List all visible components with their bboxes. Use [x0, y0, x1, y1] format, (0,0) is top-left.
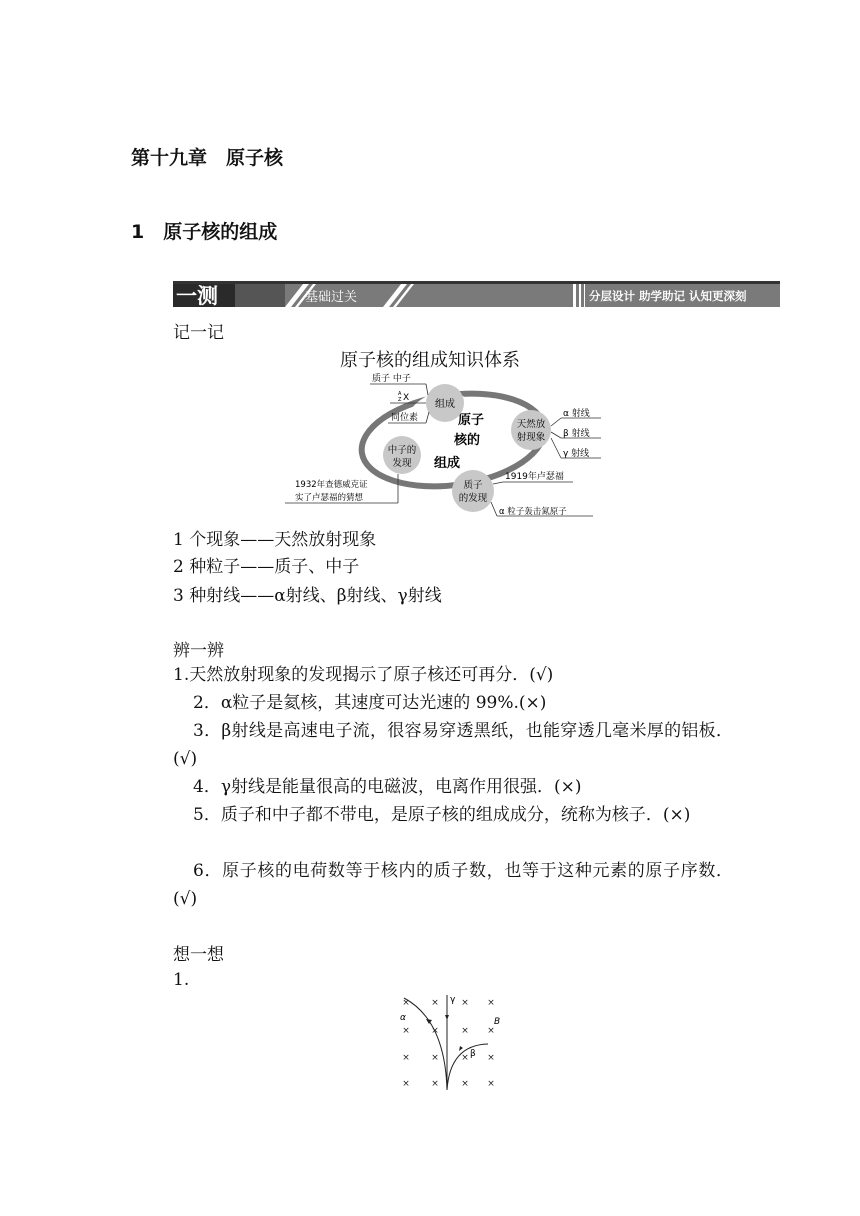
- field-mark: ×: [431, 1026, 439, 1036]
- banner-subtitle: 基础过关: [305, 290, 358, 305]
- field-mark: ×: [461, 1053, 469, 1063]
- field-mark: ×: [461, 1026, 469, 1036]
- center-node-line2: 核的: [453, 433, 481, 448]
- proton-discovery-node-line1: 质子: [463, 480, 483, 491]
- field-mark: ×: [461, 1079, 469, 1089]
- neutron-item-line2: 实了卢瑟福的猜想: [295, 493, 364, 503]
- banner-tag: 一测: [176, 284, 218, 307]
- remember-heading: 记一记: [173, 323, 224, 343]
- judge-item: 2．α粒子是氦核，其速度可达光速的 99%.(×): [193, 693, 547, 713]
- summary-line-rays: 3 种射线——α射线、β射线、γ射线: [173, 586, 442, 606]
- summary-line-phenomenon: 1 个现象——天然放射现象: [173, 530, 377, 550]
- magnetic-field-figure: [395, 990, 510, 1090]
- field-mark: ×: [402, 1053, 410, 1063]
- proton-item-experiment: α 粒子轰击氮原子: [499, 507, 567, 517]
- judge-heading: 辨一辨: [173, 641, 224, 661]
- composition-item-particles: 质子 中子: [372, 374, 411, 384]
- field-mark: ×: [402, 1079, 410, 1089]
- banner-slogan: 分层设计 助学助记 认知更深刻: [589, 289, 747, 303]
- neutron-discovery-node-line1: 中子的: [387, 445, 417, 456]
- composition-item-nuclide: X: [403, 393, 410, 403]
- gamma-label: γ: [450, 995, 456, 1005]
- field-mark: ×: [487, 1079, 495, 1089]
- think-heading: 想一想: [173, 945, 224, 965]
- field-mark: ×: [487, 1026, 495, 1036]
- magnetic-field-label: B: [494, 1017, 501, 1027]
- natural-radioactivity-node-line2: 射现象: [516, 432, 546, 443]
- judge-item: 5．质子和中子都不带电，是原子核的组成成分，统称为核子．(×): [193, 805, 691, 825]
- judge-item: 1.天然放射现象的发现揭示了原子核还可再分．(√): [173, 665, 554, 685]
- think-item-number: 1.: [173, 970, 190, 990]
- neutron-item-line1: 1932年查德威克证: [295, 480, 368, 490]
- field-mark: ×: [487, 1053, 495, 1063]
- field-mark: ×: [431, 998, 439, 1008]
- concept-map: [285, 370, 605, 520]
- beta-ray-item: β 射线: [563, 429, 590, 439]
- field-mark: ×: [431, 1053, 439, 1063]
- concept-map-title: 原子核的组成知识体系: [340, 350, 520, 371]
- field-mark: ×: [402, 998, 410, 1008]
- field-mark: ×: [431, 1079, 439, 1089]
- judge-item: 3．β射线是高速电子流，很容易穿透黑纸，也能穿透几毫米厚的铝板．(√): [173, 721, 733, 769]
- alpha-label: α: [400, 1013, 406, 1023]
- beta-label: β: [470, 1049, 476, 1059]
- judge-item: 6．原子核的电荷数等于核内的质子数，也等于这种元素的原子序数．(√): [173, 861, 733, 909]
- composition-item-isotope: 同位素: [391, 413, 419, 423]
- section-banner: [173, 281, 780, 307]
- section-title: 1 原子核的组成: [131, 221, 278, 243]
- gamma-ray-item: γ 射线: [563, 449, 590, 459]
- center-node-line3: 组成: [433, 456, 461, 471]
- nuclide-charge-number: Z: [398, 397, 402, 403]
- center-node-line1: 原子: [457, 413, 485, 428]
- proton-discovery-node-line2: 的发现: [458, 493, 488, 504]
- natural-radioactivity-node-line1: 天然放: [516, 419, 546, 430]
- composition-node: 组成: [435, 399, 455, 410]
- nuclide-mass-number: A: [398, 391, 402, 397]
- judge-item: 4．γ射线是能量很高的电磁波，电离作用很强．(×): [193, 777, 582, 797]
- field-mark: ×: [487, 998, 495, 1008]
- proton-item-rutherford: 1919年卢瑟福: [505, 472, 564, 482]
- field-mark: ×: [461, 998, 469, 1008]
- field-mark: ×: [402, 1026, 410, 1036]
- alpha-ray-item: α 射线: [563, 409, 590, 419]
- neutron-discovery-node-line2: 发现: [392, 458, 412, 469]
- chapter-title: 第十九章 原子核: [131, 147, 284, 169]
- summary-line-particles: 2 种粒子——质子、中子: [173, 557, 360, 577]
